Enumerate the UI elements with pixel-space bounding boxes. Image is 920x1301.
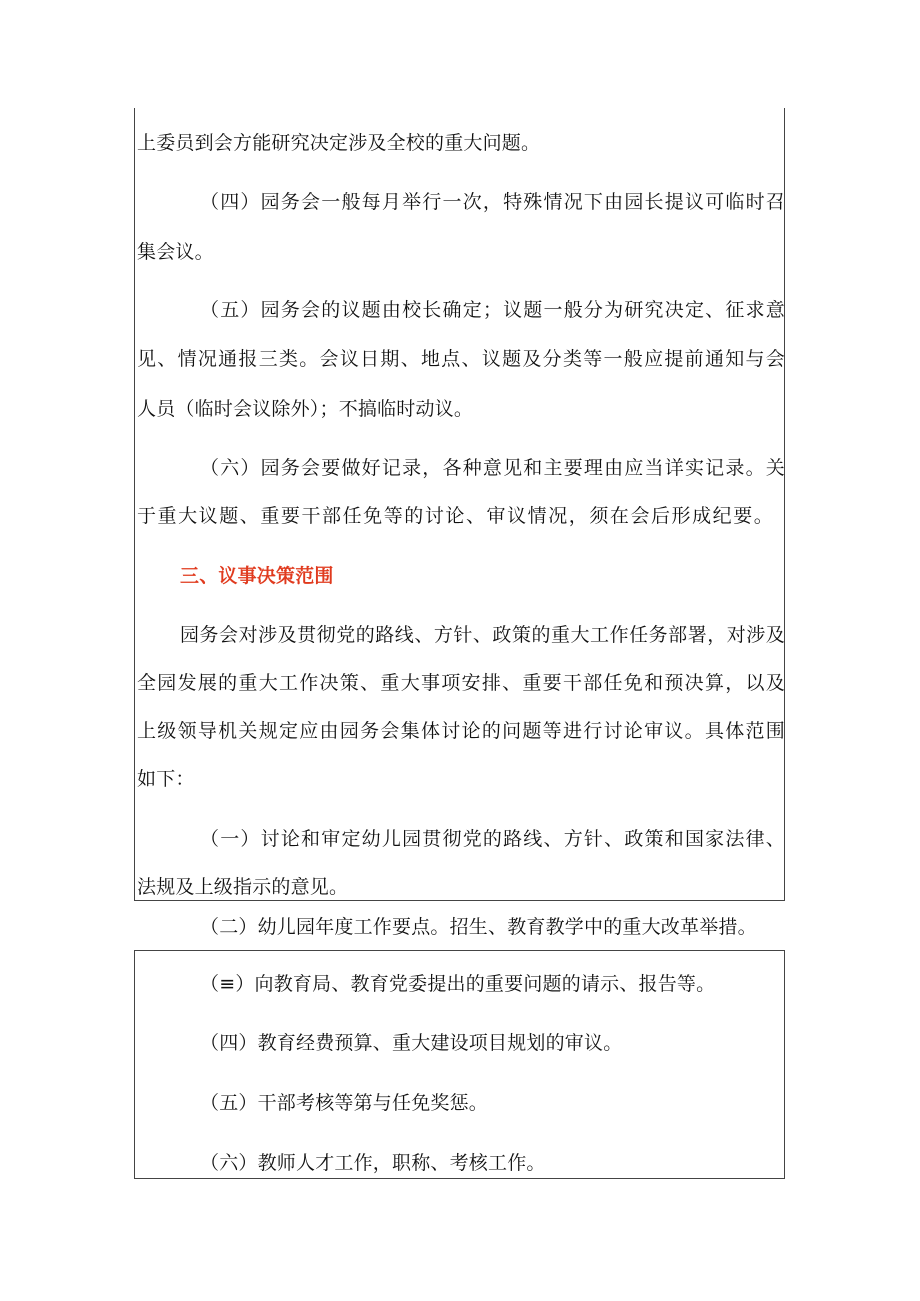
paragraph-line: 上委员到会方能研究决定涉及全校的重大问题。 bbox=[137, 132, 541, 154]
paragraph-line: 法规及上级指示的意见。 bbox=[137, 876, 349, 898]
paragraph-line: 园务会对涉及贯彻党的路线、方针、政策的重大工作任务部署，对涉及 bbox=[180, 624, 785, 646]
paragraph-line: 如下： bbox=[137, 768, 195, 790]
paragraph-line: （六）教师人才工作，职称、考核工作。 bbox=[200, 1152, 546, 1174]
paragraph-line: 于重大议题、重要干部任免等的讨论、审议情况，须在会后形成纪要。 bbox=[137, 505, 773, 527]
paragraph-line: （二）幼儿园年度工作要点。招生、教育教学中的重大改革举措。 bbox=[200, 916, 757, 938]
paragraph-line: （六）园务会要做好记录，各种意见和主要理由应当详实记录。关 bbox=[200, 457, 785, 479]
paragraph-line: （五）园务会的议题由校长确定；议题一般分为研究决定、征求意 bbox=[200, 299, 785, 321]
paragraph-line: （一）讨论和审定幼儿园贯彻党的路线、方针、政策和国家法律、 bbox=[200, 828, 785, 850]
paragraph-line: 全园发展的重大工作决策、重大事项安排、重要干部任免和预决算，以及 bbox=[137, 672, 785, 694]
paragraph-line: 上级领导机关规定应由园务会集体讨论的问题等进行讨论审议。具体范围 bbox=[137, 720, 785, 742]
section-heading: 三、议事决策范围 bbox=[180, 565, 334, 587]
paragraph-line: （四）园务会一般每月举行一次，特殊情况下由园长提议可临时召 bbox=[200, 191, 785, 213]
paragraph-line: 人员（临时会议除外）；不搞临时动议。 bbox=[137, 398, 474, 420]
paragraph-line: （≡）向教育局、教育党委提出的重要问题的请示、报告等。 bbox=[200, 973, 716, 995]
paragraph-line: （五）干部考核等第与任免奖惩。 bbox=[200, 1092, 489, 1114]
paragraph-line: （四）教育经费预算、重大建设项目规划的审议。 bbox=[200, 1032, 623, 1054]
paragraph-line: 见、情况通报三类。会议日期、地点、议题及分类等一般应提前通知与会 bbox=[137, 348, 785, 370]
paragraph-line: 集会议。 bbox=[137, 241, 214, 263]
